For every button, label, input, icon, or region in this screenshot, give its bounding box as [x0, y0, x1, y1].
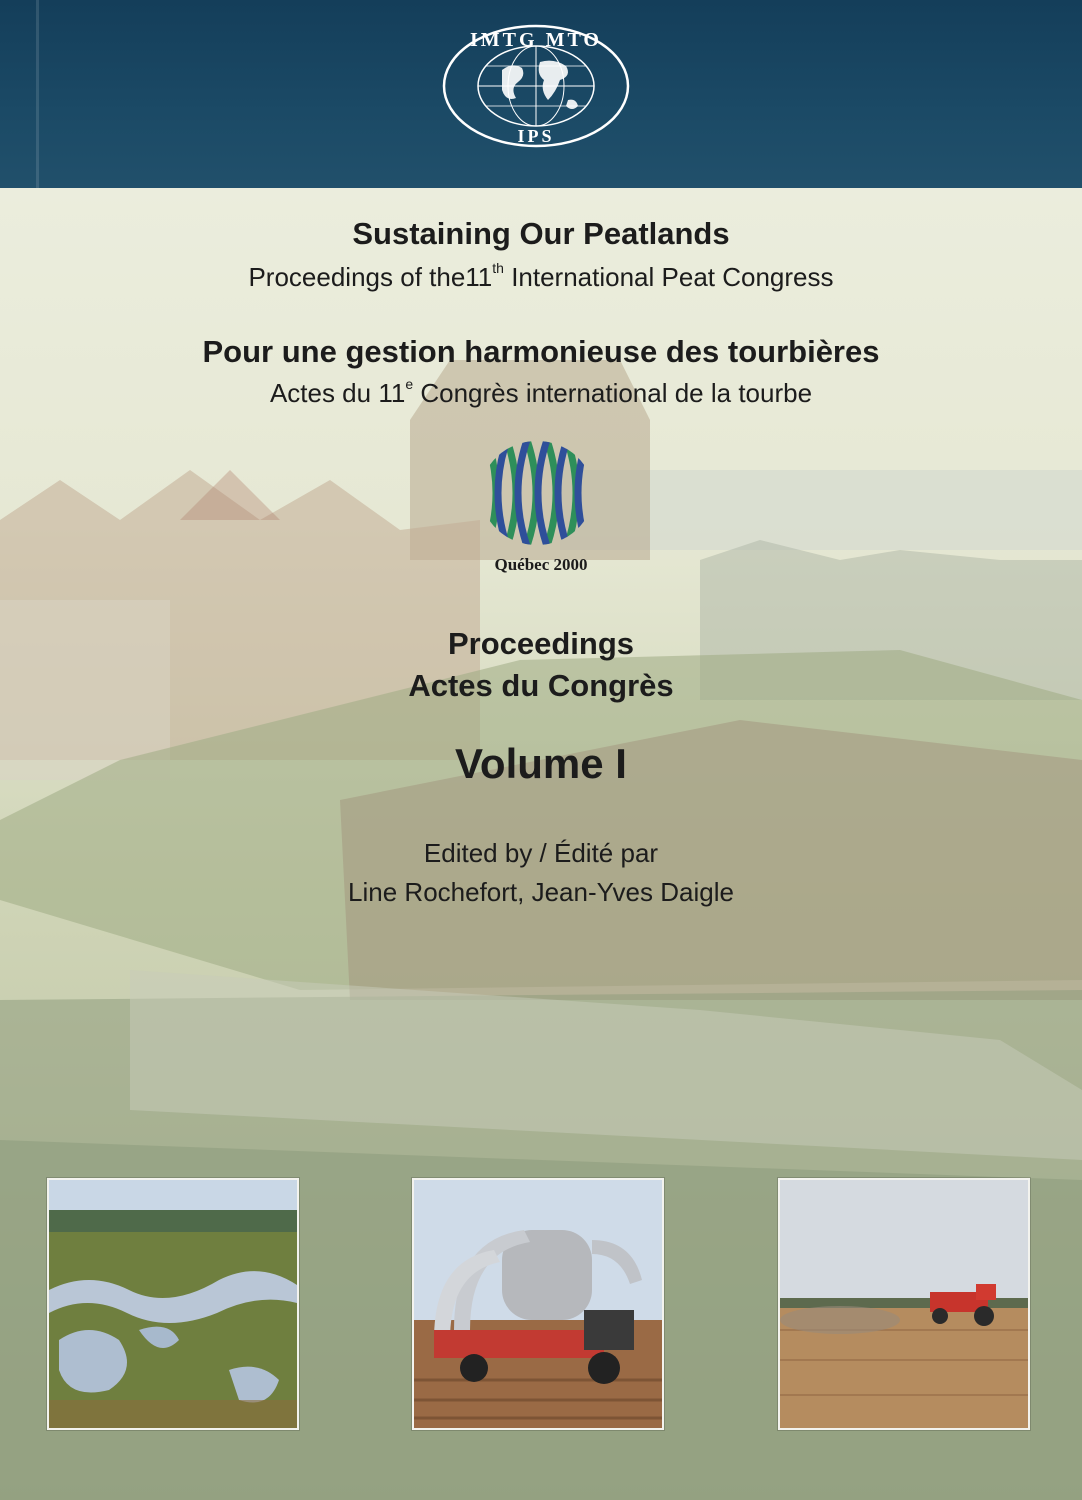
proceedings-heading: Proceedings: [447, 626, 635, 661]
spine-crease: [36, 0, 39, 188]
english-subtitle: Proceedings of the11th International Peat Congress: [248, 260, 834, 292]
photo-peatland: [47, 1178, 299, 1430]
logo-top-text: IMTG MTO: [470, 29, 602, 51]
congress-label: Québec 2000: [494, 555, 588, 574]
edited-by-label: Edited by / Édité par: [423, 838, 659, 868]
photo-harvester: [412, 1178, 664, 1430]
editor-names: Line Rochefort, Jean-Yves Daigle: [348, 877, 734, 907]
logo-bottom-text: IPS: [517, 126, 555, 146]
english-title: Sustaining Our Peatlands: [352, 216, 730, 251]
french-title: Pour une gestion harmonieuse des tourbières: [202, 334, 880, 369]
photo-tractor-field: [778, 1178, 1030, 1430]
volume-number: Volume I: [455, 740, 627, 787]
congress-logo-icon: [476, 437, 598, 549]
globe-logo-icon: [440, 22, 632, 150]
french-subtitle: Actes du 11e Congrès international de la tourbe: [269, 376, 813, 408]
proceedings-heading-fr: Actes du Congrès: [408, 668, 674, 703]
